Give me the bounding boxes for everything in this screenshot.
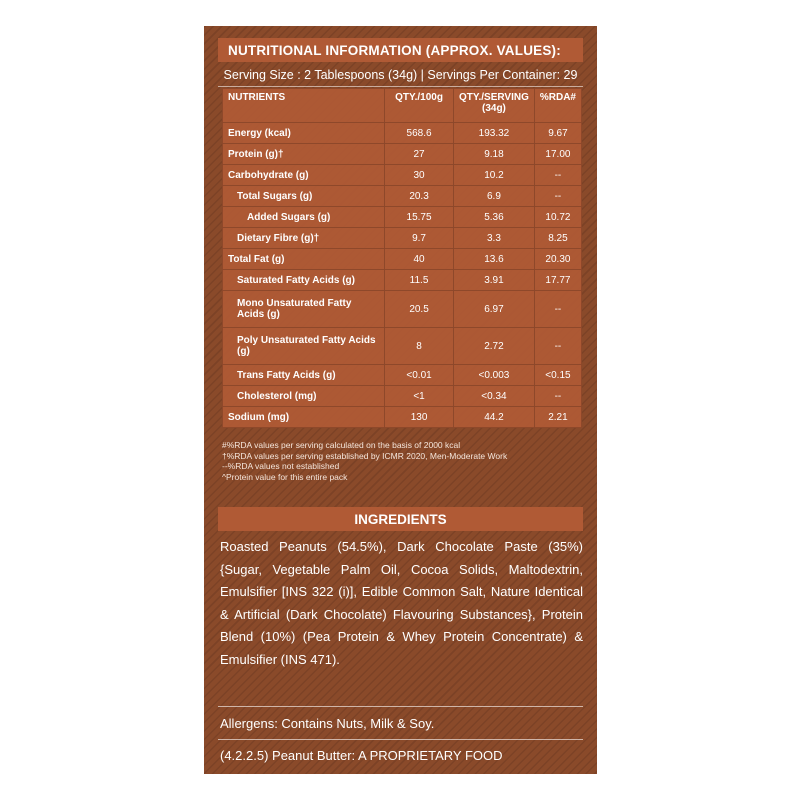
nutrition-label-panel [204, 26, 597, 774]
nutrient-name: Protein (g)† [223, 144, 385, 165]
per-serving-value: 193.32 [454, 123, 535, 144]
rda-value: 17.77 [534, 270, 581, 291]
per-100g-value: 20.5 [385, 291, 454, 328]
ingredients-title: INGREDIENTS [218, 507, 583, 531]
rda-value: -- [534, 165, 581, 186]
per-serving-value: 6.97 [454, 291, 535, 328]
per-100g-value: 27 [385, 144, 454, 165]
per-serving-value: 13.6 [454, 249, 535, 270]
rda-value: -- [534, 186, 581, 207]
per-serving-value: 3.91 [454, 270, 535, 291]
table-row [223, 386, 582, 407]
per-100g-value: 568.6 [385, 123, 454, 144]
divider [218, 739, 583, 740]
per-serving-value: 2.72 [454, 328, 535, 365]
footnote: ^Protein value for this entire pack [222, 471, 348, 482]
table-row [223, 291, 582, 328]
nutrient-name: Cholesterol (mg) [223, 386, 385, 407]
food-category-text: (4.2.2.5) Peanut Butter: A PROPRIETARY FOOD [220, 748, 503, 763]
table-row [223, 270, 582, 291]
rda-value: -- [534, 328, 581, 365]
per-serving-value: 6.9 [454, 186, 535, 207]
table-row [223, 144, 582, 165]
header-nutrients: NUTRIENTS [223, 89, 385, 123]
rda-value: 2.21 [534, 407, 581, 428]
nutrition-title: NUTRITIONAL INFORMATION (APPROX. VALUES): [218, 38, 583, 62]
nutrition-table [222, 88, 582, 428]
rda-value: 17.00 [534, 144, 581, 165]
per-100g-value: 9.7 [385, 228, 454, 249]
table-row [223, 228, 582, 249]
rda-value: 9.67 [534, 123, 581, 144]
serving-info: Serving Size : 2 Tablespoons (34g) | Servings Per Container: 29 [218, 64, 583, 87]
nutrient-name: Total Fat (g) [223, 249, 385, 270]
nutrient-name: Dietary Fibre (g)† [223, 228, 385, 249]
table-row [223, 165, 582, 186]
header-per-100g: QTY./100g [385, 89, 454, 123]
nutrient-name: Saturated Fatty Acids (g) [223, 270, 385, 291]
per-serving-value: 5.36 [454, 207, 535, 228]
per-100g-value: 11.5 [385, 270, 454, 291]
table-header-row [223, 89, 582, 123]
rda-value: -- [534, 291, 581, 328]
table-row [223, 407, 582, 428]
footnote: #%RDA values per serving calculated on the basis of 2000 kcal [222, 440, 461, 450]
table-row [223, 328, 582, 365]
per-100g-value: 30 [385, 165, 454, 186]
per-100g-value: 15.75 [385, 207, 454, 228]
allergens-text: Allergens: Contains Nuts, Milk & Soy. [220, 716, 435, 731]
footnote: --%RDA values not established [222, 461, 340, 471]
per-serving-value: <0.003 [454, 365, 535, 386]
per-serving-value: <0.34 [454, 386, 535, 407]
per-100g-value: 20.3 [385, 186, 454, 207]
table-row [223, 365, 582, 386]
per-serving-value: 3.3 [454, 228, 535, 249]
header-per-serving: QTY./SERVING (34g) [454, 89, 535, 123]
nutrient-name: Total Sugars (g) [223, 186, 385, 207]
footnotes [222, 440, 582, 482]
rda-value: 20.30 [534, 249, 581, 270]
per-100g-value: <0.01 [385, 365, 454, 386]
nutrient-name: Sodium (mg) [223, 407, 385, 428]
per-serving-value: 10.2 [454, 165, 535, 186]
nutrient-name: Mono Unsaturated Fatty Acids (g) [223, 291, 385, 328]
nutrient-name: Poly Unsaturated Fatty Acids (g) [223, 328, 385, 365]
nutrient-name: Added Sugars (g) [223, 207, 385, 228]
per-100g-value: 130 [385, 407, 454, 428]
footnote: †%RDA values per serving established by ICMR 2020, Men-Moderate Work [222, 450, 508, 461]
divider [218, 706, 583, 707]
rda-value: -- [534, 386, 581, 407]
per-100g-value: <1 [385, 386, 454, 407]
header-rda: %RDA# [534, 89, 581, 123]
table-row [223, 186, 582, 207]
per-100g-value: 8 [385, 328, 454, 365]
per-serving-value: 44.2 [454, 407, 535, 428]
rda-value: 8.25 [534, 228, 581, 249]
table-row [223, 123, 582, 144]
nutrient-name: Energy (kcal) [223, 123, 385, 144]
rda-value: 10.72 [534, 207, 581, 228]
rda-value: <0.15 [534, 365, 581, 386]
per-100g-value: 40 [385, 249, 454, 270]
nutrient-name: Trans Fatty Acids (g) [223, 365, 385, 386]
per-serving-value: 9.18 [454, 144, 535, 165]
table-row [223, 207, 582, 228]
nutrient-name: Carbohydrate (g) [223, 165, 385, 186]
ingredients-text: Roasted Peanuts (54.5%), Dark Chocolate Paste (35%) {Sugar, Vegetable Palm Oil, Cocoa Solids, Maltodextrin, Emulsifier [INS 322 (i)], Edible Common Salt, Nature Identical & Artificial (Dark Chocolate) Flavouring Substances}, Protein Blend (10%) (Pea Protein & Whey Protein Concentrate) & Emulsifier (INS 471). [220, 539, 583, 667]
table-row [223, 249, 582, 270]
